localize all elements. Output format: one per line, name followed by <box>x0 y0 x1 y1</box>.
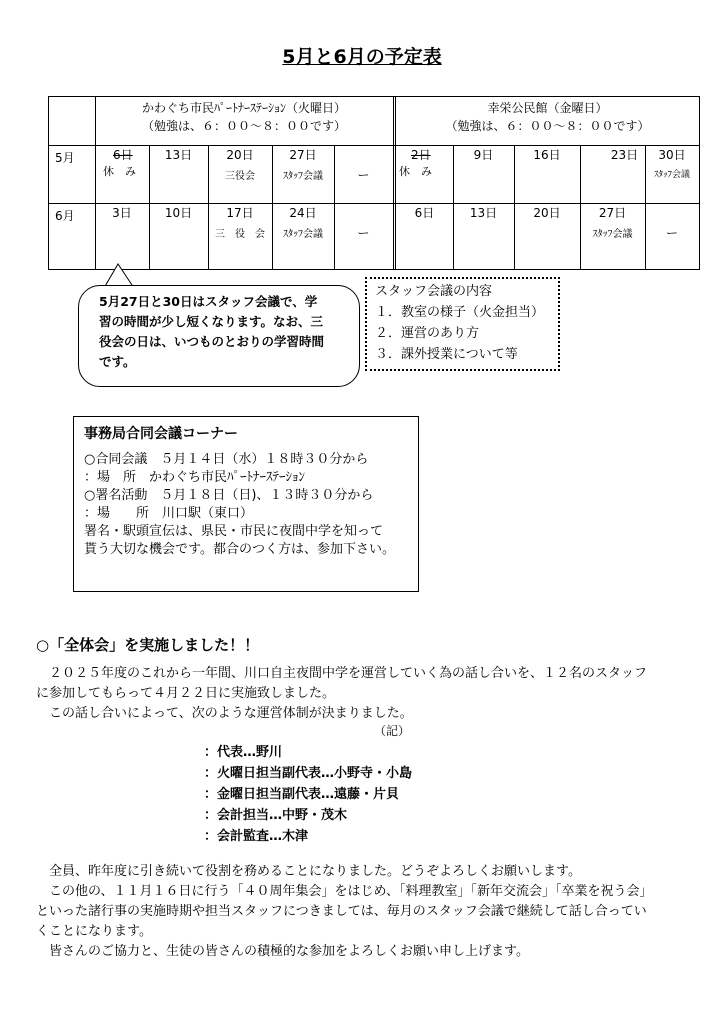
closing-paragraph: 全員、昨年度に引き続いて役割を務めることになりました。どうぞよろしくお願いします。 この他の、１１月１６日に行う「４０周年集会」をはじめ、「料理教室」「新年交流会」「卒業を祝う会」 といった諸行事の実施時期や担当スタッフにつきましては、毎月のスタッフ会議で継続して話し合ってい くことになります。 皆さんのご協力と、生徒の皆さんの積極的な参加をよろしくお願い申し上げます。 <box>36 864 653 959</box>
schedule-cell: ー <box>665 226 678 240</box>
schedule-cell: 3日 <box>112 206 132 220</box>
office-heading: 事務局合同会議コーナー <box>84 426 238 442</box>
list-item: ：会計監査…木津 <box>204 829 309 844</box>
schedule-cell: 10日 <box>164 206 193 220</box>
tuesday-venue-header: かわぐち市民ﾊﾟｰﾄﾅｰｽﾃｰｼｮﾝ（火曜日） （勉強は、６：００～８：００です） <box>141 101 346 133</box>
section-heading: ○「全体会」を実施しました！！ <box>36 636 260 654</box>
schedule-cell: 27日 ｽﾀｯﾌ会議 <box>283 148 323 182</box>
schedule-cell: 13日 <box>164 148 193 162</box>
page-title: 5月と6月の予定表 <box>282 46 442 68</box>
schedule-cell: ー <box>357 168 370 182</box>
schedule-table <box>48 96 700 270</box>
schedule-cell: 9日 <box>473 148 494 162</box>
schedule-cell: 17日 三 役 会 <box>215 206 265 240</box>
list-item: ３．課外授業について等 <box>375 347 518 362</box>
month-label-may: 5月 <box>55 151 75 165</box>
section-paragraph: ２０２５年度のこれから一年間、川口自主夜間中学を運営していく為の話し合いを、１２名のスタッフ に参加してもらって４月２２日に実施致しました。 この話し合いによって、次のような運営体制が決まりました。 <box>36 666 648 721</box>
friday-venue-header: 幸栄公民館（金曜日） （勉強は、６：００～８：００です） <box>445 101 650 133</box>
schedule-cell: 23日 <box>610 148 639 162</box>
list-item: ：代表…野川 <box>204 745 283 760</box>
roles-list <box>204 742 412 847</box>
schedule-cell: 6日 休 み <box>103 148 136 178</box>
ki-label: （記） <box>373 724 410 738</box>
list-item: ：火曜日担当副代表…小野寺・小島 <box>204 766 413 781</box>
schedule-cell: 6日 <box>414 206 435 220</box>
schedule-cell: 2日 休 み <box>399 148 432 178</box>
list-item: １．教室の様子（火金担当） <box>375 305 545 320</box>
list-item: ：金曜日担当副代表…遠藤・片貝 <box>204 787 400 802</box>
list-item: ：会計担当…中野・茂木 <box>204 808 348 823</box>
staff-meeting-box <box>365 277 560 371</box>
schedule-cell: 20日 <box>533 206 561 220</box>
notice-bubble: 5月27日と30日はスタッフ会議で、学 習の時間が少し短くなります。なお、三 役会の日は、いつものとおりの学習時間 です。 <box>78 285 360 387</box>
office-corner-box: 事務局合同会議コーナー ○合同会議 ５月１４日（水）１８時３０分から ：場 所 かわぐち市民ﾊﾟｰﾄﾅｰｽﾃｰｼｮﾝ ○署名活動 ５月１８日（日)、１３時３０分から ：場 所 川口駅（東口） 署名・駅頭宣伝は、県民・市民に夜間中学を知って 貰う大切な機会です。都合のつく方は、参加下さい。 <box>73 416 419 592</box>
schedule-cell: 16日 <box>533 148 561 162</box>
month-label-june: 6月 <box>55 209 75 223</box>
staff-meeting-heading: スタッフ会議の内容 <box>375 284 493 299</box>
schedule-cell: 27日 ｽﾀｯﾌ会議 <box>592 206 633 240</box>
list-item: ２．運営のあり方 <box>375 326 480 341</box>
schedule-cell: 30日 ｽﾀｯﾌ会議 <box>653 148 690 180</box>
schedule-cell: 24日 ｽﾀｯﾌ会議 <box>283 206 323 240</box>
schedule-cell: 13日 <box>469 206 498 220</box>
schedule-cell: 20日 三役会 <box>225 148 255 182</box>
schedule-cell: ー <box>357 226 370 240</box>
